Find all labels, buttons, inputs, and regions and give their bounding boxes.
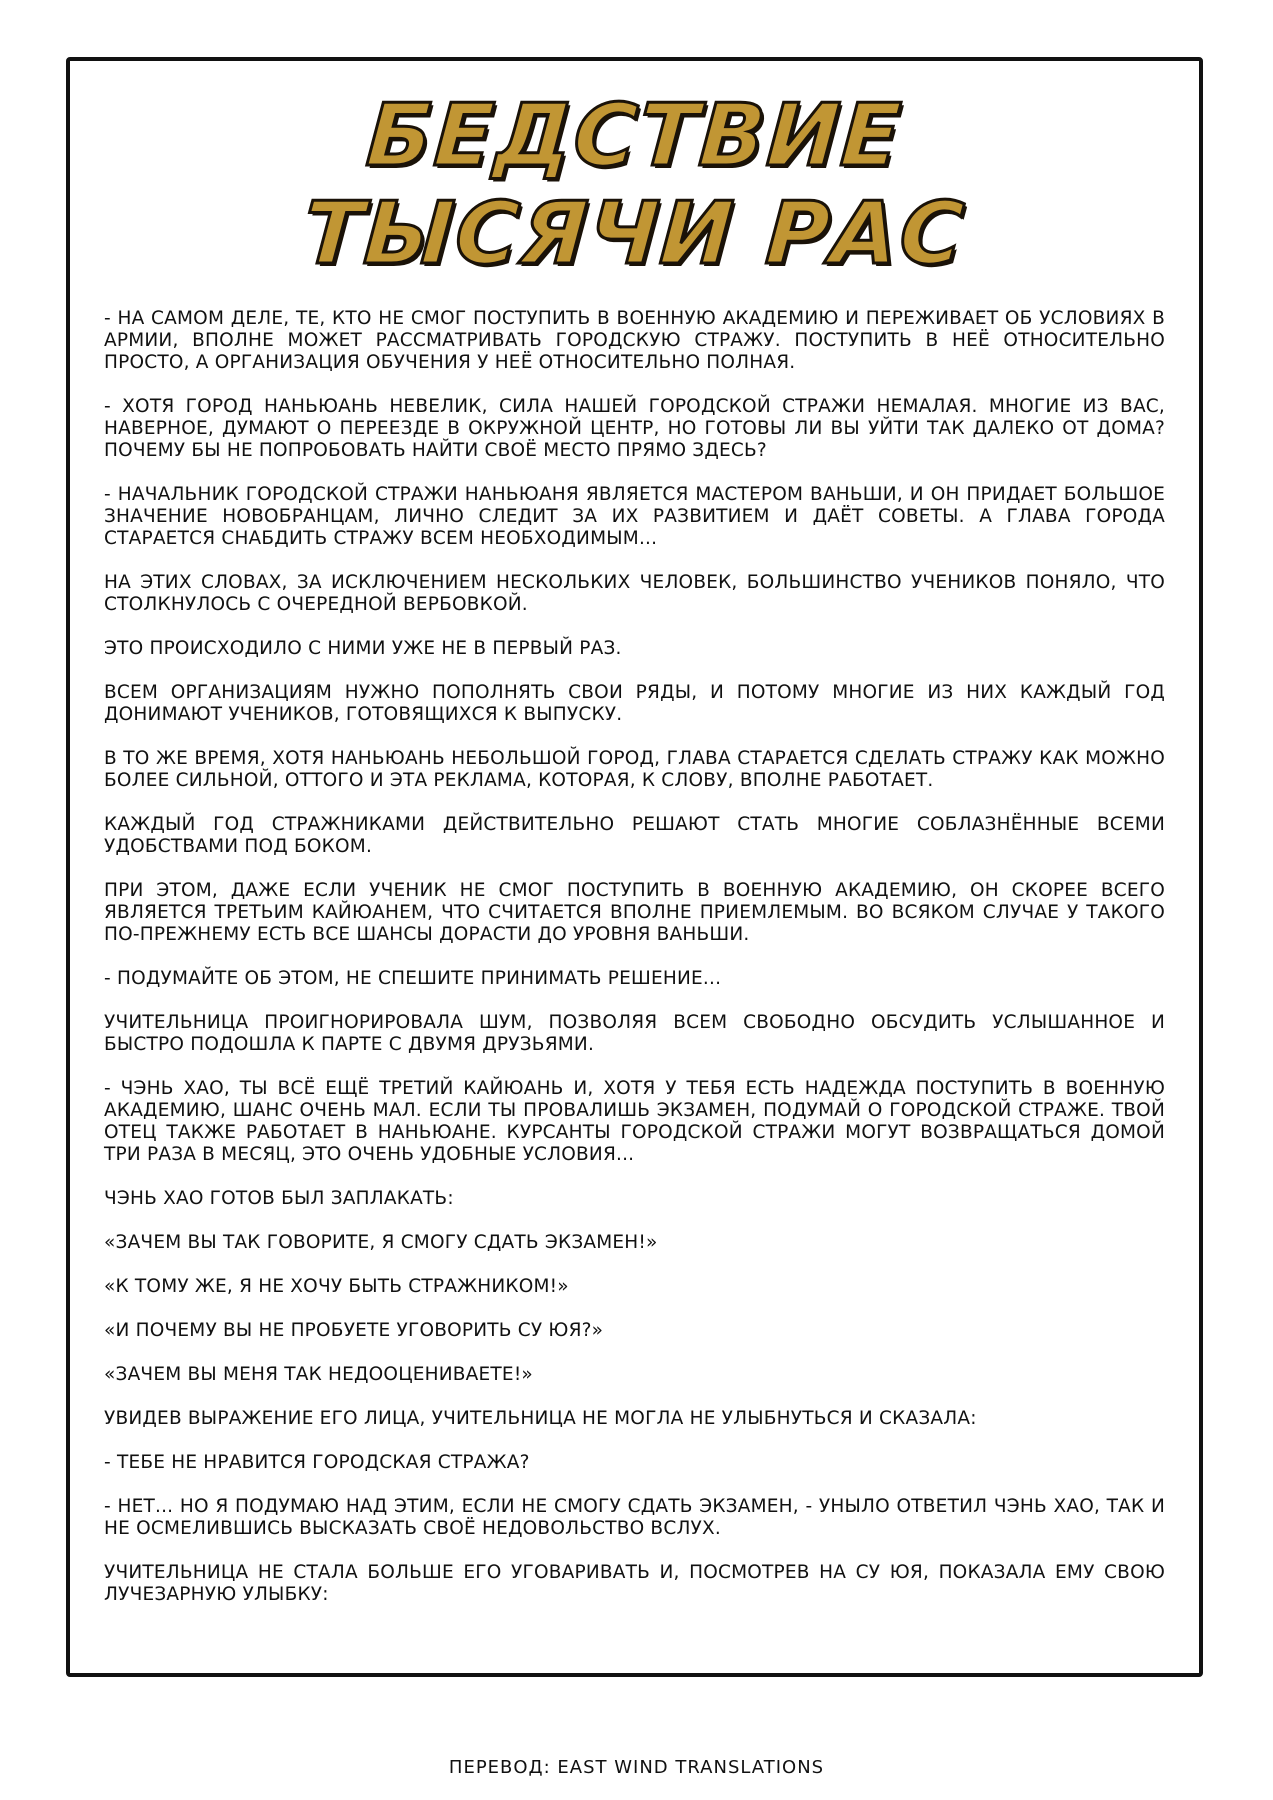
paragraph: УЧИТЕЛЬНИЦА ПРОИГНОРИРОВАЛА ШУМ, ПОЗВОЛЯЯ ВСЕМ СВОБОДНО ОБСУДИТЬ УСЛЫШАННОЕ И БЫСТРО ПОДОШЛА К ПАРТЕ С ДВУМЯ ДРУЗЬЯМИ. (104, 1012, 1165, 1055)
paragraph: «ЗАЧЕМ ВЫ ТАК ГОВОРИТЕ, Я СМОГУ СДАТЬ ЭКЗАМЕН!» (104, 1232, 658, 1253)
paragraph: ЭТО ПРОИСХОДИЛО С НИМИ УЖЕ НЕ В ПЕРВЫЙ РАЗ. (104, 638, 622, 659)
page-title (70, 87, 1199, 283)
paragraph: НА ЭТИХ СЛОВАХ, ЗА ИСКЛЮЧЕНИЕМ НЕСКОЛЬКИХ ЧЕЛОВЕК, БОЛЬШИНСТВО УЧЕНИКОВ ПОНЯЛО, ЧТО СТОЛКНУЛОСЬ С ОЧЕРЕДНОЙ ВЕРБОВКОЙ. (104, 572, 1165, 615)
paragraph: - ТЕБЕ НЕ НРАВИТСЯ ГОРОДСКАЯ СТРАЖА? (104, 1452, 530, 1473)
paragraph: ПРИ ЭТОМ, ДАЖЕ ЕСЛИ УЧЕНИК НЕ СМОГ ПОСТУПИТЬ В ВОЕННУЮ АКАДЕМИЮ, ОН СКОРЕЕ ВСЕГО ЯВЛЯЕТСЯ ТРЕТЬИМ КАЙЮАНЕМ, ЧТО СЧИТАЕТСЯ ВПОЛНЕ ПРИЕМЛЕМЫМ. ВО ВСЯКОМ СЛУЧАЕ У ТАКОГО ПО-ПРЕЖНЕМУ ЕСТЬ ВСЕ ШАНСЫ ДОРАСТИ ДО УРОВНЯ ВАНЬШИ. (104, 880, 1165, 945)
paragraph: - НА САМОМ ДЕЛЕ, ТЕ, КТО НЕ СМОГ ПОСТУПИТЬ В ВОЕННУЮ АКАДЕМИЮ И ПЕРЕЖИВАЕТ ОБ УСЛОВИЯХ В АРМИИ, ВПОЛНЕ МОЖЕТ РАССМАТРИВАТЬ ГОРОДСКУЮ СТРАЖУ. ПОСТУПИТЬ В НЕЁ ОТНОСИТЕЛЬНО ПРОСТО, А ОРГАНИЗАЦИЯ ОБУЧЕНИЯ У НЕЁ ОТНОСИТЕЛЬНО ПОЛНАЯ. (104, 308, 1165, 373)
paragraph: ЧЭНЬ ХАО ГОТОВ БЫЛ ЗАПЛАКАТЬ: (104, 1188, 454, 1209)
paragraph: - НЕТ... НО Я ПОДУМАЮ НАД ЭТИМ, ЕСЛИ НЕ СМОГУ СДАТЬ ЭКЗАМЕН, - УНЫЛО ОТВЕТИЛ ЧЭНЬ ХАО, ТАК И НЕ ОСМЕЛИВШИСЬ ВЫСКАЗАТЬ СВОЁ НЕДОВОЛЬСТВО ВСЛУХ. (104, 1496, 1165, 1539)
translation-credit: ПЕРЕВОД: EAST WIND TRANSLATIONS (448, 1757, 825, 1778)
paragraph: - ХОТЯ ГОРОД НАНЬЮАНЬ НЕВЕЛИК, СИЛА НАШЕЙ ГОРОДСКОЙ СТРАЖИ НЕМАЛАЯ. МНОГИЕ ИЗ ВАС, НАВЕРНОЕ, ДУМАЮТ О ПЕРЕЕЗДЕ В ОКРУЖНОЙ ЦЕНТР, НО ГОТОВЫ ЛИ ВЫ УЙТИ ТАК ДАЛЕКО ОТ ДОМА? ПОЧЕМУ БЫ НЕ ПОПРОБОВАТЬ НАЙТИ СВОЁ МЕСТО ПРЯМО ЗДЕСЬ? (104, 396, 1165, 461)
paragraph: «К ТОМУ ЖЕ, Я НЕ ХОЧУ БЫТЬ СТРАЖНИКОМ!» (104, 1276, 569, 1297)
paragraph: УЧИТЕЛЬНИЦА НЕ СТАЛА БОЛЬШЕ ЕГО УГОВАРИВАТЬ И, ПОСМОТРЕВ НА СУ ЮЯ, ПОКАЗАЛА ЕМУ СВОЮ ЛУЧЕЗАРНУЮ УЛЫБКУ: (104, 1562, 1165, 1605)
paragraph: - НАЧАЛЬНИК ГОРОДСКОЙ СТРАЖИ НАНЬЮАНЯ ЯВЛЯЕТСЯ МАСТЕРОМ ВАНЬШИ, И ОН ПРИДАЕТ БОЛЬШОЕ ЗНАЧЕНИЕ НОВОБРАНЦАМ, ЛИЧНО СЛЕДИТ ЗА ИХ РАЗВИТИЕМ И ДАЁТ СОВЕТЫ. А ГЛАВА ГОРОДА СТАРАЕТСЯ СНАБДИТЬ СТРАЖУ ВСЕМ НЕОБХОДИМЫМ... (104, 484, 1165, 549)
story-text (104, 308, 1165, 1628)
title-line-1: БЕДСТВИЕ (363, 86, 906, 186)
paragraph: ВСЕМ ОРГАНИЗАЦИЯМ НУЖНО ПОПОЛНЯТЬ СВОИ РЯДЫ, И ПОТОМУ МНОГИЕ ИЗ НИХ КАЖДЫЙ ГОД ДОНИМАЮТ УЧЕНИКОВ, ГОТОВЯЩИХСЯ К ВЫПУСКУ. (104, 682, 1165, 725)
paragraph: КАЖДЫЙ ГОД СТРАЖНИКАМИ ДЕЙСТВИТЕЛЬНО РЕШАЮТ СТАТЬ МНОГИЕ СОБЛАЗНЁННЫЕ ВСЕМИ УДОБСТВАМИ ПОД БОКОМ. (104, 814, 1165, 857)
page-frame (66, 57, 1203, 1677)
title-line-2: ТЫСЯЧИ РАС (300, 184, 969, 284)
paragraph: «И ПОЧЕМУ ВЫ НЕ ПРОБУЕТЕ УГОВОРИТЬ СУ ЮЯ?» (104, 1320, 604, 1341)
paragraph: - ПОДУМАЙТЕ ОБ ЭТОМ, НЕ СПЕШИТЕ ПРИНИМАТЬ РЕШЕНИЕ... (104, 968, 722, 989)
paragraph: «ЗАЧЕМ ВЫ МЕНЯ ТАК НЕДООЦЕНИВАЕТЕ!» (104, 1364, 533, 1385)
paragraph: УВИДЕВ ВЫРАЖЕНИЕ ЕГО ЛИЦА, УЧИТЕЛЬНИЦА НЕ МОГЛА НЕ УЛЫБНУТЬСЯ И СКАЗАЛА: (104, 1408, 977, 1429)
paragraph: В ТО ЖЕ ВРЕМЯ, ХОТЯ НАНЬЮАНЬ НЕБОЛЬШОЙ ГОРОД, ГЛАВА СТАРАЕТСЯ СДЕЛАТЬ СТРАЖУ КАК МОЖНО БОЛЕЕ СИЛЬНОЙ, ОТТОГО И ЭТА РЕКЛАМА, КОТОРАЯ, К СЛОВУ, ВПОЛНЕ РАБОТАЕТ. (104, 748, 1165, 791)
paragraph: - ЧЭНЬ ХАО, ТЫ ВСЁ ЕЩЁ ТРЕТИЙ КАЙЮАНЬ И, ХОТЯ У ТЕБЯ ЕСТЬ НАДЕЖДА ПОСТУПИТЬ В ВОЕННУЮ АКАДЕМИЮ, ШАНС ОЧЕНЬ МАЛ. ЕСЛИ ТЫ ПРОВАЛИШЬ ЭКЗАМЕН, ПОДУМАЙ О ГОРОДСКОЙ СТРАЖЕ. ТВОЙ ОТЕЦ ТАКЖЕ РАБОТАЕТ В НАНЬЮАНЕ. КУРСАНТЫ ГОРОДСКОЙ СТРАЖИ МОГУТ ВОЗВРАЩАТЬСЯ ДОМОЙ ТРИ РАЗА В МЕСЯЦ, ЭТО ОЧЕНЬ УДОБНЫЕ УСЛОВИЯ... (104, 1078, 1165, 1165)
